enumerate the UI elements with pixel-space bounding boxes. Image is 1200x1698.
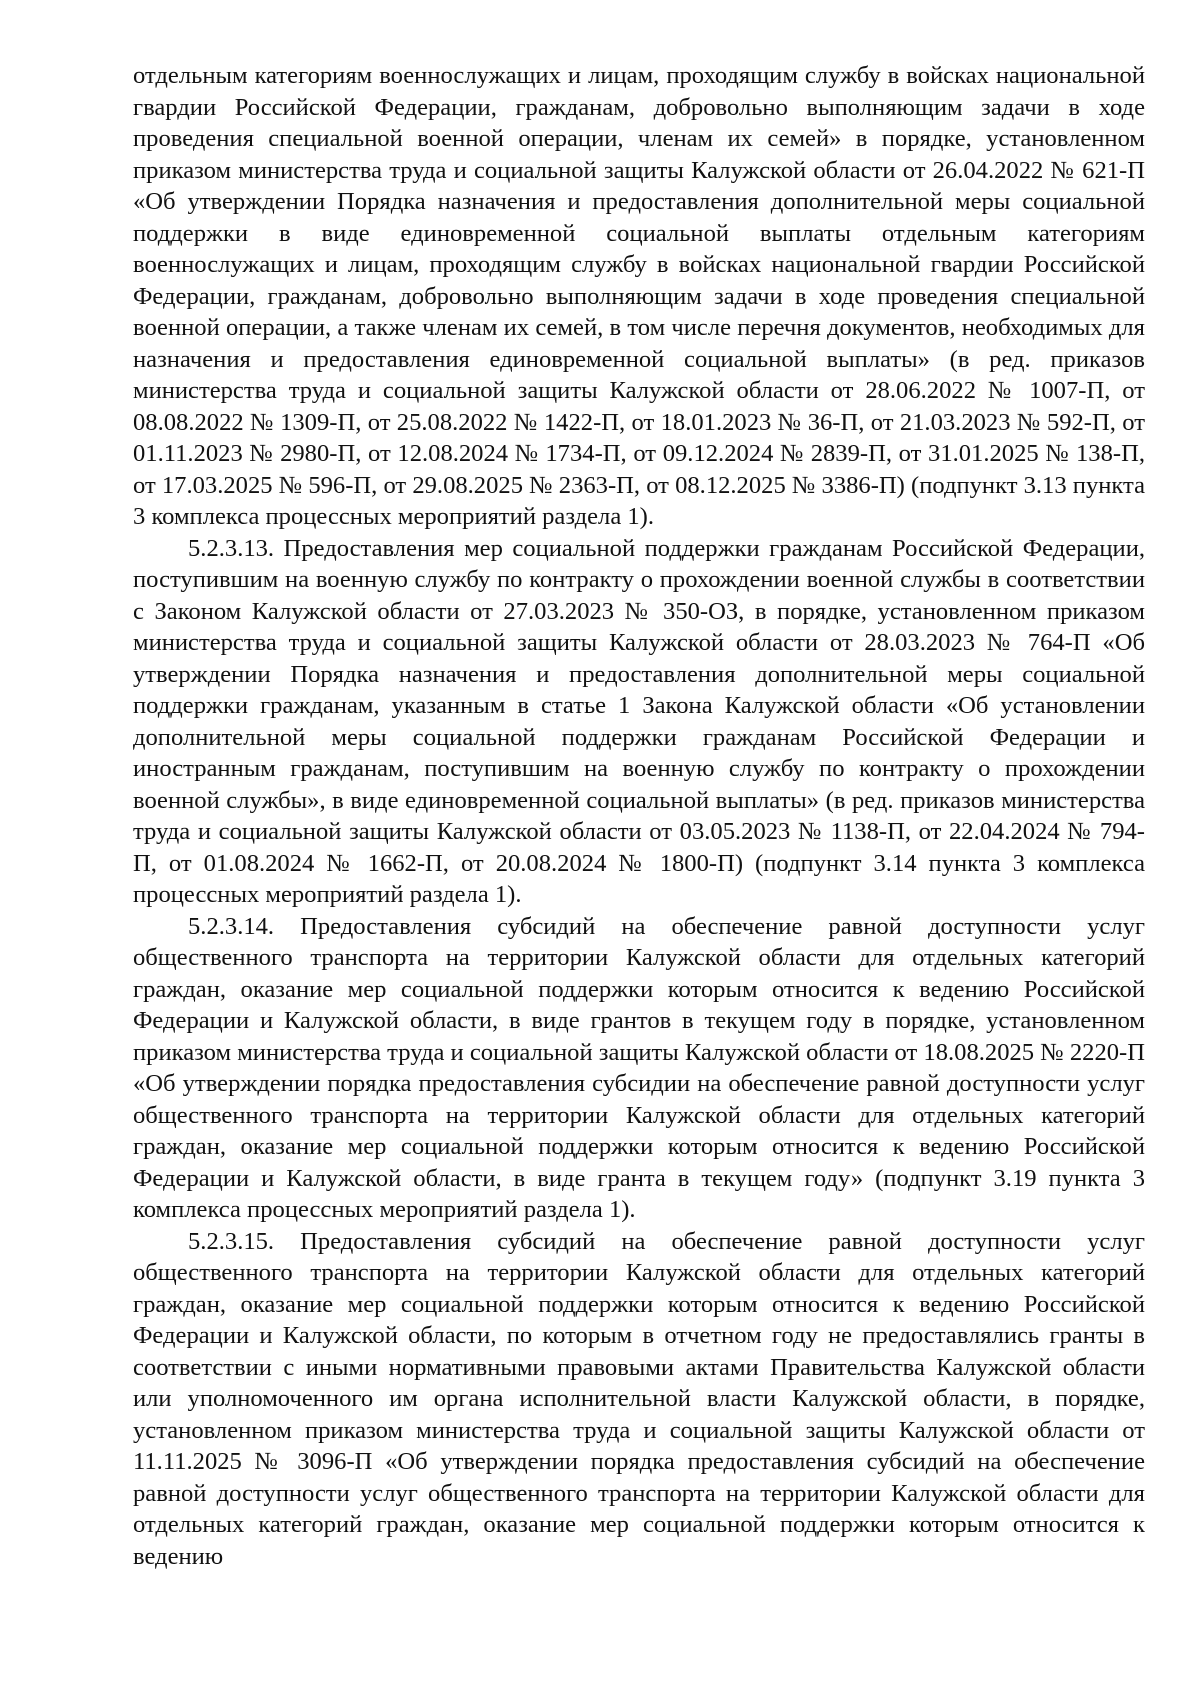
paragraph-5-2-3-14: 5.2.3.14. Предоставления субсидий на обеспечение равной доступности услуг общественного транспорта на территории Калужской области для отдельных категорий граждан, оказание мер социальной поддержки которым относится к ведению Российской Федерации и Калужской области, в виде грантов в текущем году в порядке, установленном приказом министерства труда и социальной защиты Калужской области от 18.08.2025 № 2220-П «Об утверждении порядка предоставления субсидии на обеспечение равной доступности услуг общественного транспорта на территории Калужской области для отдельных категорий граждан, оказание мер социальной поддержки которым относится к ведению Российской Федерации и Калужской области, в виде гранта в текущем году» (подпункт 3.19 пункта 3 комплекса процессных мероприятий раздела 1). — [133, 912, 1145, 1223]
paragraph-5-2-3-13: 5.2.3.13. Предоставления мер социальной поддержки гражданам Российской Федерации, поступившим на военную службу по контракту о прохождении военной службы в соответствии с Законом Калужской области от 27.03.2023 № 350-ОЗ, в порядке, установленном приказом министерства труда и социальной защиты Калужской области от 28.03.2023 № 764-П «Об утверждении Порядка назначения и предоставления дополнительной меры социальной поддержки гражданам, указанным в статье 1 Закона Калужской области «Об установлении дополнительной меры социальной поддержки гражданам Российской Федерации и иностранным гражданам, поступившим на военную службу по контракту о прохождении военной службы», в виде единовременной социальной выплаты» (в ред. приказов министерства труда и социальной защиты Калужской области от 03.05.2023 № 1138-П, от 22.04.2024 № 794-П, от 01.08.2024 № 1662-П, от 20.08.2024 № 1800-П) (подпункт 3.14 пункта 3 комплекса процессных мероприятий раздела 1). — [133, 534, 1145, 908]
document-page — [133, 60, 1145, 1572]
paragraph-continuation: отдельным категориям военнослужащих и лицам, проходящим службу в войсках национальной гвардии Российской Федерации, гражданам, добровольно выполняющим задачи в ходе проведения специальной военной операции, членам их семей» в порядке, установленном приказом министерства труда и социальной защиты Калужской области от 26.04.2022 № 621-П «Об утверждении Порядка назначения и предоставления дополнительной меры социальной поддержки в виде единовременной социальной выплаты отдельным категориям военнослужащих и лицам, проходящим службу в войсках национальной гвардии Российской Федерации, гражданам, добровольно выполняющим задачи в ходе проведения специальной военной операции, а также членам их семей, в том числе перечня документов, необходимых для назначения и предоставления единовременной социальной выплаты» (в ред. приказов министерства труда и социальной защиты Калужской области от 28.06.2022 № 1007-П, от 08.08.2022 № 1309-П, от 25.08.2022 № 1422-П, от 18.01.2023 № 36-П, от 21.03.2023 № 592-П, от 01.11.2023 № 2980-П, от 12.08.2024 № 1734-П, от 09.12.2024 № 2839-П, от 31.01.2025 № 138-П, от 17.03.2025 № 596-П, от 29.08.2025 № 2363-П, от 08.12.2025 № 3386-П) (подпункт 3.13 пункта 3 комплекса процессных мероприятий раздела 1). — [133, 62, 1145, 530]
paragraph-5-2-3-15: 5.2.3.15. Предоставления субсидий на обеспечение равной доступности услуг общественного транспорта на территории Калужской области для отдельных категорий граждан, оказание мер социальной поддержки которым относится к ведению Российской Федерации и Калужской области, по которым в отчетном году не предоставлялись гранты в соответствии с иными нормативными правовыми актами Правительства Калужской области или уполномоченного им органа исполнительной власти Калужской области, в порядке, установленном приказом министерства труда и социальной защиты Калужской области от 11.11.2025 № 3096-П «Об утверждении порядка предоставления субсидий на обеспечение равной доступности услуг общественного транспорта на территории Калужской области для отдельных категорий граждан, оказание мер социальной поддержки которым относится к ведению — [133, 1227, 1145, 1570]
